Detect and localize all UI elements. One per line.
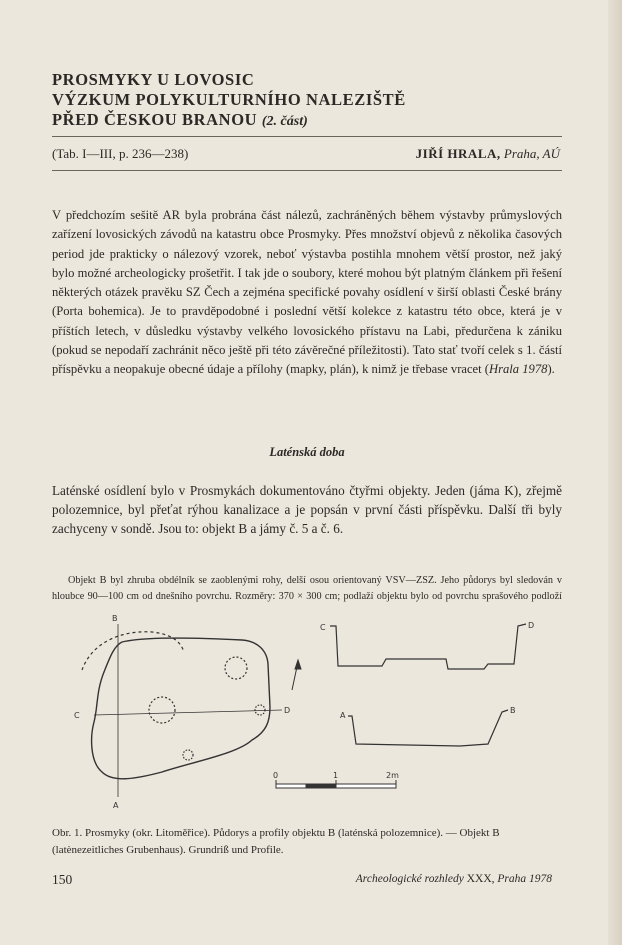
intro-paragraph (52, 206, 562, 380)
post-hole-1 (225, 657, 247, 679)
plan-label-a: A (113, 801, 119, 810)
profile-cd (330, 624, 526, 669)
page-number: 150 (52, 872, 73, 887)
journal-name: Archeologické rozhledy (355, 873, 464, 885)
title-line-1: PROSMYKY U LOVOSIC (52, 70, 255, 89)
profile-ab (348, 710, 508, 746)
profile-label-a: A (340, 711, 346, 720)
scale-label-0: 0 (273, 771, 279, 780)
article-title (52, 70, 572, 132)
latene-paragraph: Laténské osídlení bylo v Prosmykách dokumentováno čtyřmi objekty. Jeden (jáma K), zřejmě polozemnice, byl přeťat rýhou kanalizace a je popsán v první části příspěvku. Další tři byly zachyceny v sondě. Jsou to: objekt B a jámy č. 5 a č. 6. (52, 483, 562, 536)
intro-citation: Hrala 1978 (489, 362, 548, 377)
intro-text-a: V předchozím sešitě AR byla probrána část nálezů, zachráněných během výstavby průmyslových zařízení lovosických závodů na katastru obce Prosmyky. Přes množství objevů z několika časových period jde prakticky o nálezový vzorek, neboť výstavba postihla mnohem větší prostor, než jaký bylo možné archeologicky prošetřit. I tak jde o soubory, které mohou být platným článkem při řešení některých otázek pravěku SZ Čech a zejména specifické povahy osídlení v širší oblasti České brány (Porta bohemica). Je to pravděpodobné i poslední větší kolekce z katastru této obce, která je v příštích letech, v důsledku výstavby velkého lovosického přístavu na Labi, předurčena k zániku (pokud se nepodaří zachránit něco ještě při této závěrečné příležitosti). Tato stať tvoří celek s 1. částí příspěvku a neopakuje obecné údaje a přílohy (mapky, plán), k nimž je třebase vracet ( (52, 208, 562, 377)
plan-label-d: D (284, 706, 291, 715)
section-heading: Laténská doba (269, 445, 345, 459)
header-rule-bottom (52, 170, 562, 171)
plan-label-c: C (74, 711, 80, 720)
journal-volume: XXX, (466, 873, 495, 885)
scale-bar (276, 780, 396, 788)
title-part: (2. část) (261, 114, 308, 129)
profile-label-b: B (510, 706, 516, 715)
profile-label-c: C (320, 623, 326, 632)
author-affiliation: Praha, AÚ (503, 146, 560, 161)
north-arrow (292, 660, 301, 690)
plan-label-b: B (112, 614, 118, 623)
tables-reference: (Tab. I—III, p. 236—238) (52, 146, 189, 161)
plan-drawing (82, 624, 282, 797)
scale-label-1: 1 (333, 771, 339, 780)
figure-plan-and-profiles (52, 612, 572, 817)
header-rule-top (52, 136, 562, 137)
title-line-3 (52, 110, 572, 132)
section-line-cd (94, 710, 282, 715)
page-edge-shadow (608, 0, 622, 945)
object-b-text: Objekt B byl zhruba obdélník se zaoblenými rohy, delší osou orientovaný VSV—ZSZ. Jeho půdorys byl sledován v hloubce 90—100 cm od dnešního povrchu. Rozměry: 370 × 300 cm; podlaží objektu bylo od povrchu sprašového podloží (52, 575, 562, 602)
author-name: JIŘÍ HRALA, (415, 146, 501, 161)
profile-label-d: D (528, 621, 535, 630)
title-line-2: VÝZKUM POLYKULTURNÍHO NALEZIŠTĚ (52, 90, 406, 109)
post-hole-4 (255, 705, 265, 715)
object-b-paragraph (52, 573, 562, 605)
intro-text-b: ). (547, 362, 555, 377)
author-line (416, 146, 560, 162)
scale-label-2m: 2m (386, 771, 399, 780)
post-hole-3 (183, 750, 193, 760)
figure-caption: Obr. 1. Prosmyky (okr. Litoměřice). Půdorys a profily objektu B (laténská polozemnice). — Objekt B (latènezeitliches Grubenhaus). Grundriß und Profile. (52, 827, 500, 856)
running-footer (356, 873, 552, 885)
post-hole-2 (149, 697, 175, 723)
journal-place-year: Praha 1978 (497, 873, 552, 885)
title-line-3-text: PŘED ČESKOU BRANOU (52, 110, 258, 129)
